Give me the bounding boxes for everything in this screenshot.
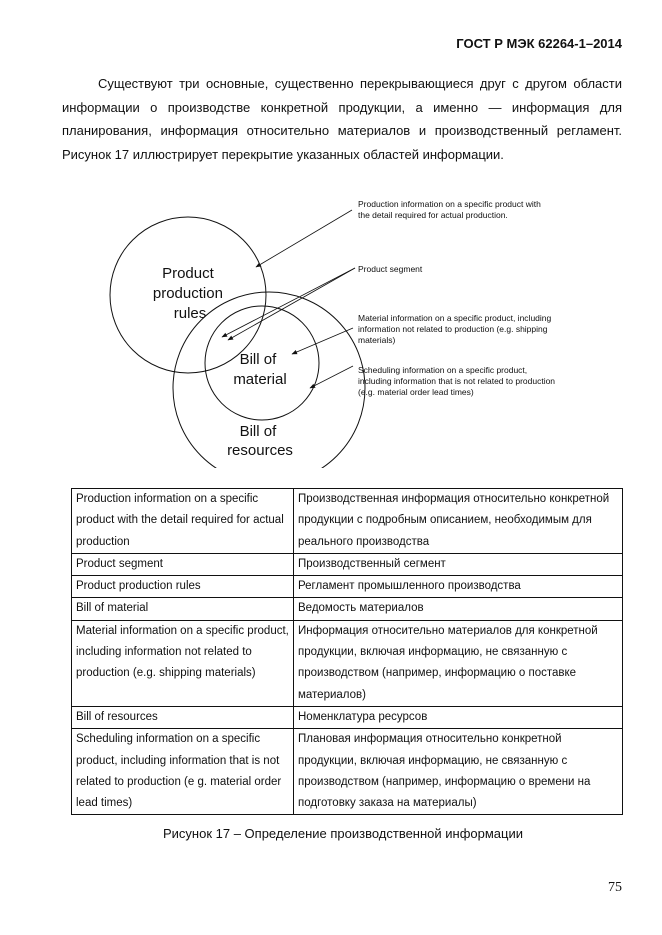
annotation-line: materials) [358,335,396,345]
label-resources [227,423,293,459]
term-ru: Номенклатура ресурсов [294,706,623,728]
label-rules-line: Product [162,265,214,282]
annotation-line: the detail required for actual production. [358,210,508,220]
label-resources-line: resources [227,442,293,459]
annotation-line: Material information on a specific product, including [358,313,552,323]
definitions-table [71,488,623,815]
term-en: Bill of resources [72,706,294,728]
label-material-line: material [233,371,287,388]
table-row [72,576,623,598]
table-row [72,489,623,554]
annotation-production-info [358,199,543,220]
annotation-line: Scheduling information on a specific product, [358,365,528,375]
figure-caption: Рисунок 17 – Определение производственной информации [162,826,523,841]
term-ru: Производственная информация относительно конкретной продукции с подробным описанием, необходимым для реального производства [294,489,623,554]
term-ru: Информация относительно материалов для конкретной продукции, включая информацию, не связанную с производством (например, информацию о поставке материалов) [294,620,623,706]
term-en: Product segment [72,553,294,575]
term-en: Material information on a specific product, including information not related to production (e.g. shipping materials) [72,620,294,706]
annotation-material-info [358,313,554,345]
arrow-segment-to-rules [222,268,355,337]
label-rules-line: production [152,285,223,302]
term-en: Production information on a specific product with the detail required for actual production [72,489,294,554]
table-row [72,598,623,620]
term-ru: Ведомость материалов [294,598,623,620]
table-row [72,620,623,706]
annotation-line: Production information on a specific product with [358,199,541,209]
term-en: Scheduling information on a specific product, including information that is not related to production (e g. material order lead times) [72,729,294,815]
intro-paragraph [62,72,622,166]
label-rules [153,265,227,322]
arrow-material-info [292,328,353,354]
arrow-production-info [256,210,352,267]
label-resources-line: Bill of [239,423,277,440]
intro-text: Существуют три основные, существенно перекрывающиеся друг с другом области информации о производстве конкретной продукции, а именно — информация для планирования, информация относительно материалов и производственный регламент. Рисунок 17 иллюстрирует перекрытие указанных областей информации. [62,76,622,162]
label-material-line: Bill of [239,351,277,368]
table-row [72,706,623,728]
term-ru: Плановая информация относительно конкретной продукции, включая информацию, не связанную с производством (например, информацию о времени на подготовку заказа на материалы) [294,729,623,815]
term-ru: Регламент промышленного производства [294,576,623,598]
annotation-line: information not related to production (e.g. shipping [358,324,548,334]
annotation-segment [358,264,423,274]
arrow-scheduling-info [310,366,353,388]
annotation-scheduling-info [358,365,557,397]
table-row [72,729,623,815]
annotation-line: (e.g. material order lead times) [358,387,474,397]
document-header: ГОСТ Р МЭК 62264-1–2014 [456,36,622,51]
annotation-line: including information that is not related to production [358,376,556,386]
page-number: 75 [608,880,622,895]
annotation-line: Product segment [358,264,423,274]
term-en: Product production rules [72,576,294,598]
label-rules-line: rules [173,305,207,322]
venn-diagram [60,188,600,468]
label-material [233,351,286,388]
arrow-segment-to-overlap [228,268,355,340]
term-en: Bill of material [72,598,294,620]
term-ru: Производственный сегмент [294,553,623,575]
table-row [72,553,623,575]
